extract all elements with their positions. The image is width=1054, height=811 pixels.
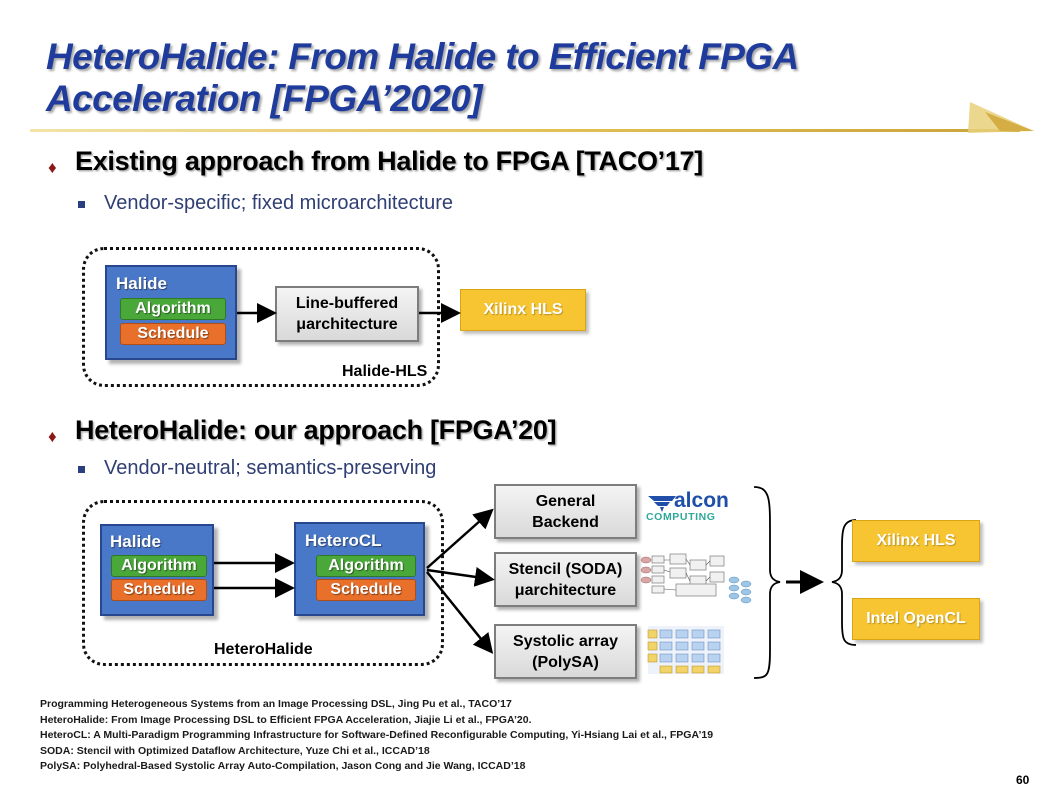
schedule-pill: Schedule (111, 579, 207, 601)
intel-opencl-target-box: Intel OpenCL (852, 598, 980, 640)
algorithm-pill: Algorithm (120, 298, 226, 320)
reference-item: HeteroHalide: From Image Processing DSL to Efficient FPGA Acceleration, Jiajie Li et al., FPGA’20. (40, 713, 532, 726)
algorithm-pill: Algorithm (316, 555, 416, 577)
bullet-icon: ♦ (48, 427, 57, 446)
section2-heading: HeteroHalide: our approach [FPGA’20] (75, 415, 557, 445)
heterocl-box-title: HeteroCL (305, 531, 382, 550)
xilinx-hls-box: Xilinx HLS (460, 289, 586, 331)
section2-subtext: Vendor-neutral; semantics-preserving (104, 457, 437, 479)
algorithm-pill: Algorithm (111, 555, 207, 577)
xilinx-hls-target-box: Xilinx HLS (852, 520, 980, 562)
reference-item: HeteroCL: A Multi-Paradigm Programming Infrastructure for Software-Defined Reconfigurable Computing, Yi-Hsiang Lai et al., FPGA’19 (40, 729, 714, 741)
systolic-array-line1: Systolic array (513, 632, 618, 650)
general-backend-line2: Backend (532, 513, 599, 531)
reference-item: PolySA: Polyhedral-Based Systolic Array Auto-Compilation, Jason Cong and Jie Wang, ICCAD’18 (40, 760, 526, 772)
line-buffered-line2: μarchitecture (296, 316, 398, 333)
halide-box-title: Halide (116, 274, 168, 293)
page-number: 60 (1016, 773, 1030, 787)
general-backend-line1: General (535, 492, 596, 510)
heterohalide-label: HeteroHalide (214, 641, 313, 658)
slide-title: HeteroHalide: From Halide to Efficient FPGA Acceleration [FPGA’2020] (46, 36, 798, 119)
line-buffered-line1: Line-buffered (295, 295, 399, 312)
references (40, 697, 713, 775)
reference-item: Programming Heterogeneous Systems from an Image Processing DSL, Jing Pu et al., TACO’17 (40, 698, 512, 710)
bullet-icon: ♦ (48, 158, 57, 177)
stencil-soda-line2: μarchitecture (514, 581, 617, 599)
stencil-soda-line1: Stencil (SODA) (508, 560, 623, 578)
halide-box-2-title: Halide (110, 532, 162, 551)
systolic-array-line2: (PolySA) (532, 653, 599, 671)
halide-hls-label: Halide-HLS (342, 363, 428, 380)
schedule-pill: Schedule (316, 579, 416, 601)
reference-item: SODA: Stencil with Optimized Dataflow Architecture, Yuze Chi et al., ICCAD’18 (40, 744, 430, 757)
section1-subtext: Vendor-specific; fixed microarchitecture (104, 192, 454, 214)
falcon-word: alcon (674, 489, 729, 512)
section1-heading: Existing approach from Halide to FPGA [TACO’17] (75, 146, 703, 176)
schedule-pill: Schedule (120, 323, 226, 345)
falcon-sub: COMPUTING (646, 511, 716, 523)
